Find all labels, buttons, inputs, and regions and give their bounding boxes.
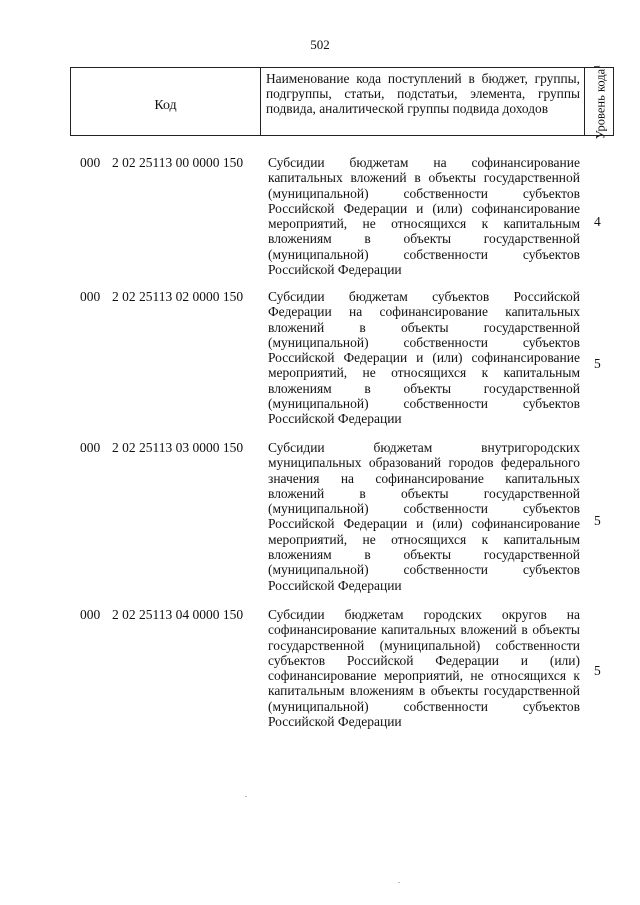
row-level: 5 xyxy=(594,663,601,678)
scan-speck xyxy=(245,796,247,797)
row-code: 2 02 25113 00 0000 150 xyxy=(112,155,244,170)
header-level-text: Уровень кода xyxy=(593,68,608,139)
row-name: Субсидии бюджетам субъектов Российской Федерации на софинансирование капитальных вложений в объекты государственной (муниципальной) собственности субъектов Российской Федерации и (или) софинансирование мероприятий, не относящихся к капитальным вложениям в объекты государственной (муниципальной) собственности субъектов Российской Федерации xyxy=(268,289,580,427)
row-level: 4 xyxy=(594,214,601,229)
row-name: Субсидии бюджетам на софинансирование капитальных вложений в объекты государственной (муниципальной) собственности субъектов Российской Федерации и (или) софинансирование мероприятий, не относящихся к капитальным вложениям в объекты государственной (муниципальной) собственности субъектов Российской Федерации xyxy=(268,155,580,278)
scan-speck xyxy=(398,882,400,883)
row-code: 2 02 25113 03 0000 150 xyxy=(112,440,244,455)
header-name: Наименование кода поступлений в бюджет, группы, подгруппы, статьи, подстатьи, элемента, группы подвида, аналитической группы подвида доходов xyxy=(261,68,585,135)
row-name: Субсидии бюджетам внутригородских муниципальных образований городов федерального значения на софинансирование капитальных вложений в объекты государственной (муниципальной) собственности субъектов Российской Федерации и (или) софинансирование мероприятий, не относящихся к капитальным вложениям в объекты государственной (муниципальной) собственности субъектов Российской Федерации xyxy=(268,440,580,593)
row-code: 2 02 25113 02 0000 150 xyxy=(112,289,244,304)
header-level-label xyxy=(590,64,607,138)
header-code: Код xyxy=(71,68,261,135)
row-level: 5 xyxy=(594,356,601,371)
header-level xyxy=(585,64,613,139)
table-header xyxy=(70,64,614,139)
row-name: Субсидии бюджетам городских округов на софинансирование капитальных вложений в объекты государственной (муниципальной) собственности субъектов Российской Федерации и (или) софинансирование мероприятий, не относящихся к капитальным вложениям в объекты государственной (муниципальной) собственности субъектов Российской Федерации xyxy=(268,607,580,730)
page-number: 502 xyxy=(310,37,330,52)
row-prefix: 000 xyxy=(80,289,101,304)
row-code: 2 02 25113 04 0000 150 xyxy=(112,607,244,622)
header-level-sup: 1 xyxy=(592,64,602,69)
row-prefix: 000 xyxy=(80,440,101,455)
row-prefix: 000 xyxy=(80,607,101,622)
row-prefix: 000 xyxy=(80,155,101,170)
row-level: 5 xyxy=(594,513,601,528)
